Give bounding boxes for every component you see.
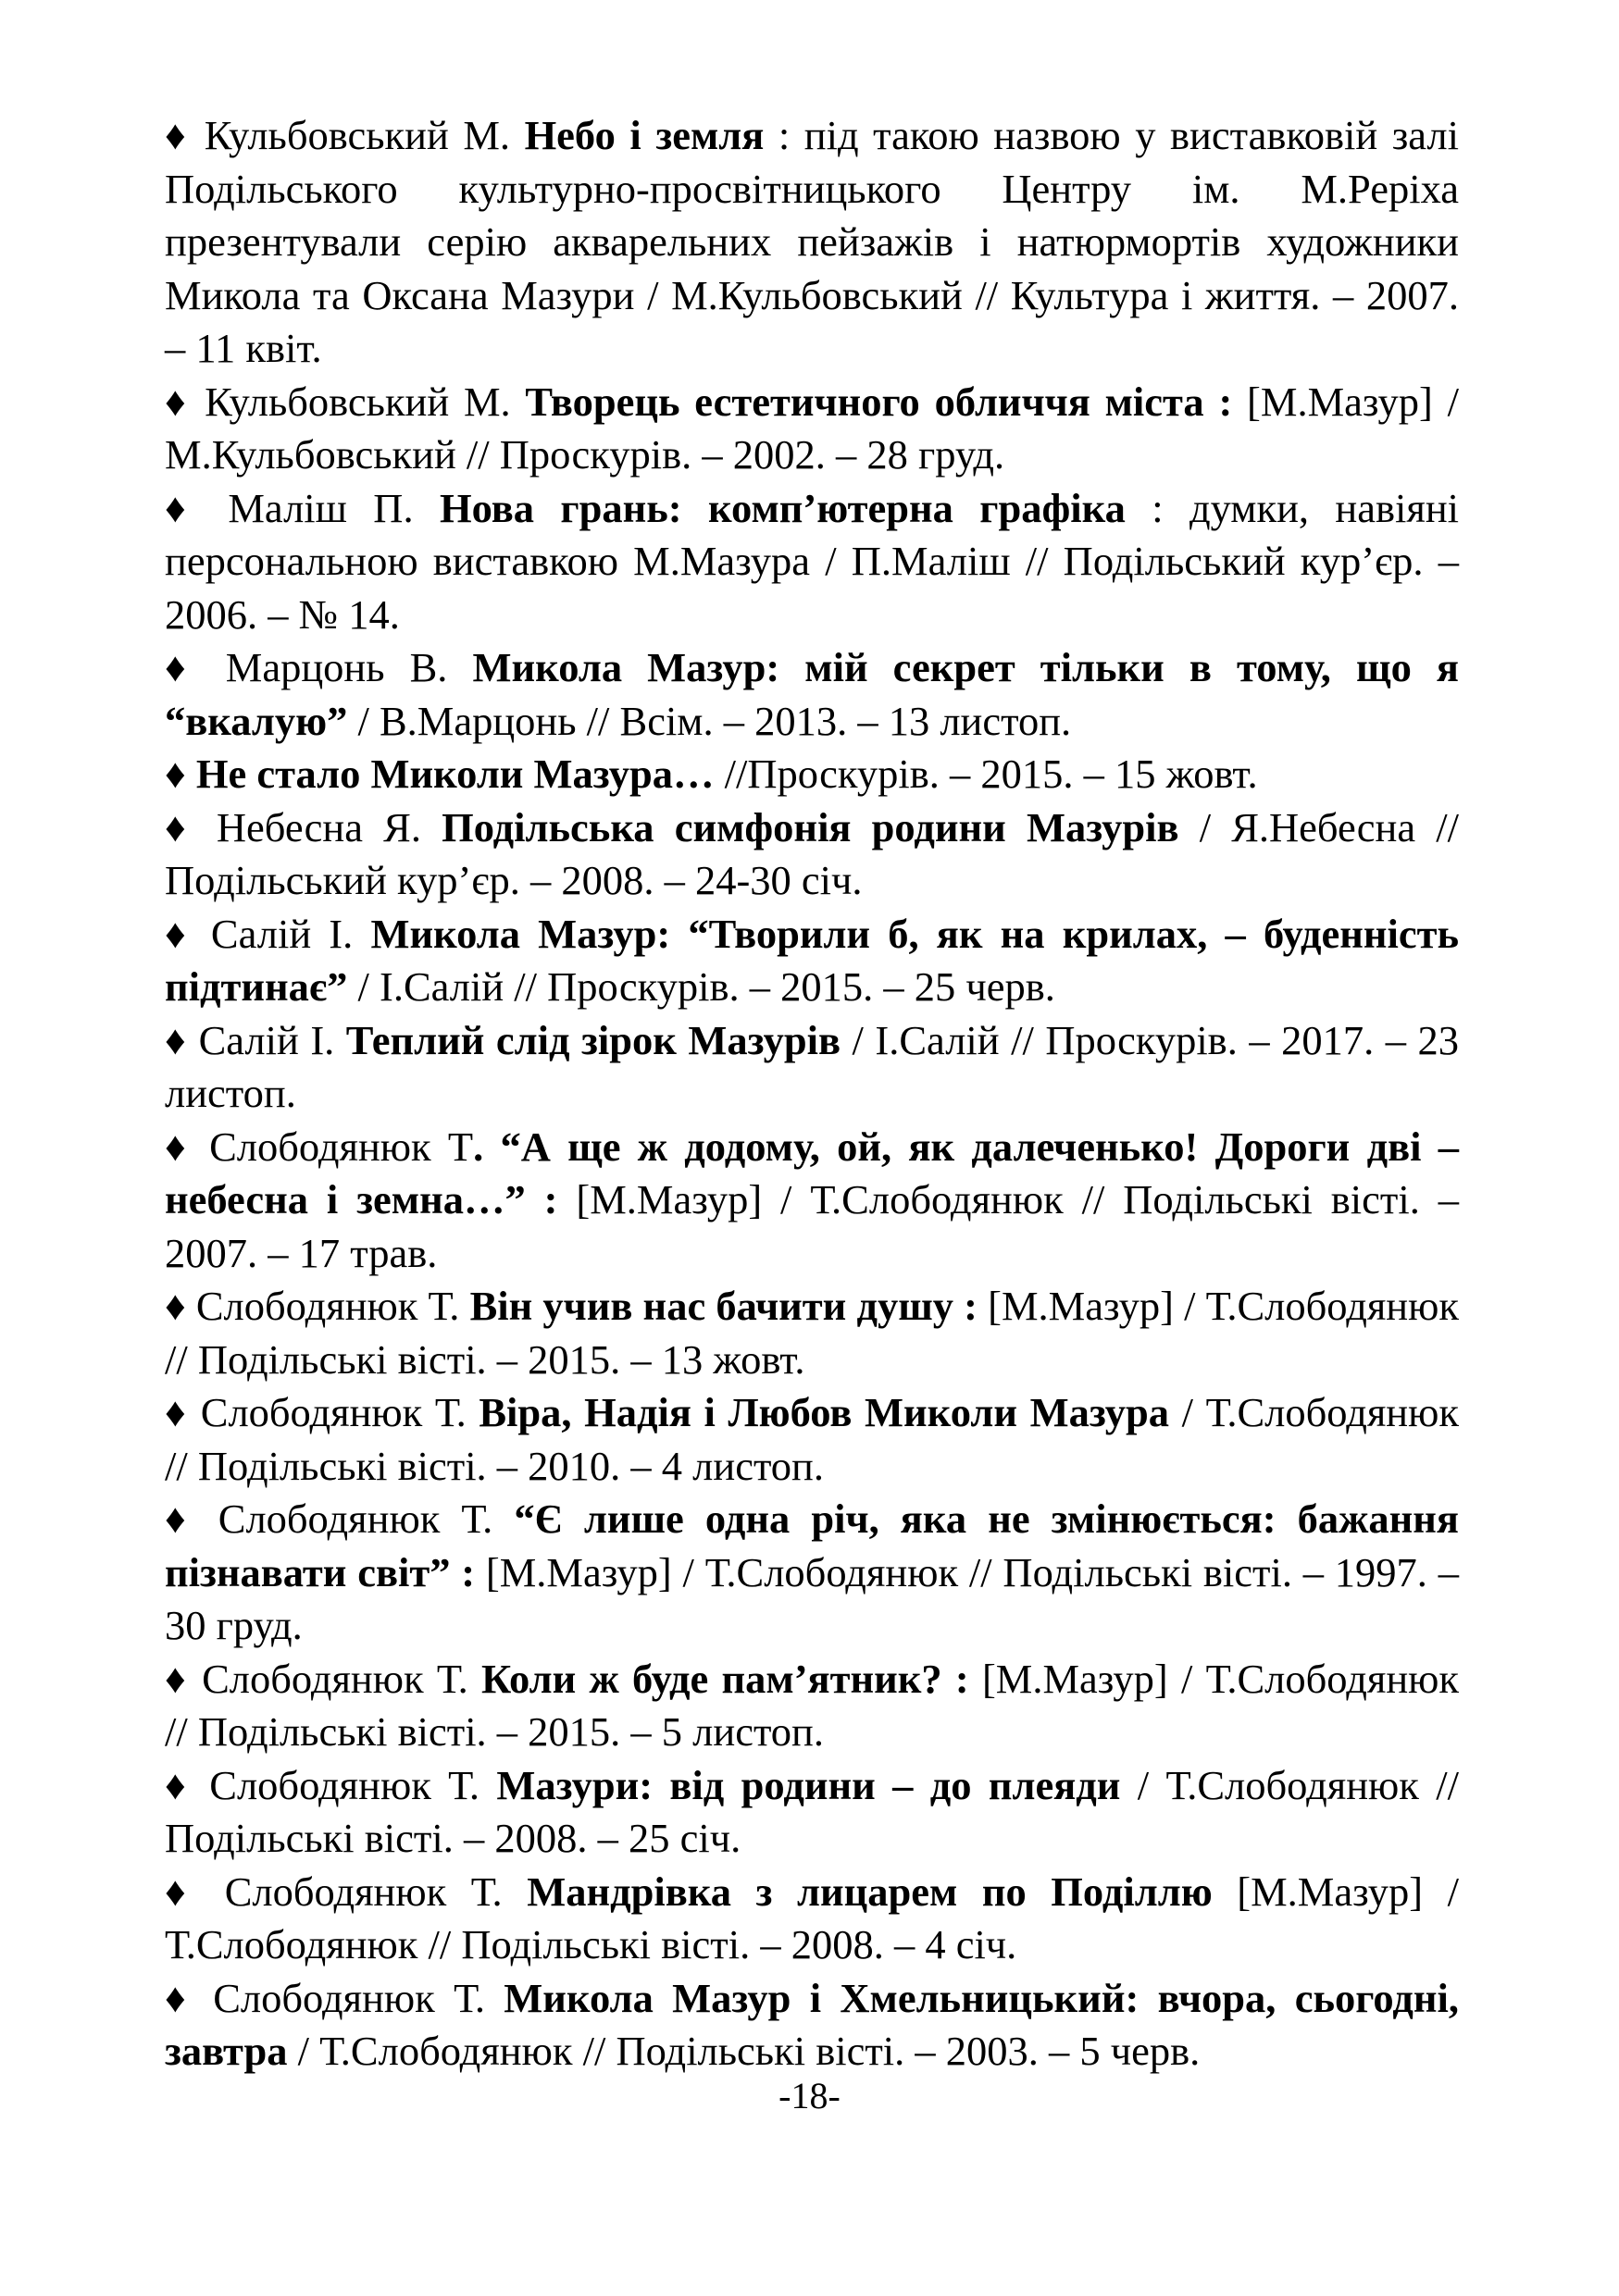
bibliography-entry [165, 376, 1459, 482]
entry-details: / В.Марцонь // Всім. – 2013. – 13 листоп. [347, 697, 1072, 744]
bibliography-entry [165, 1653, 1459, 1759]
entry-title: Творець естетичного обличчя міста : [525, 378, 1233, 425]
entry-title: Нова грань: комп’ютерна графіка [439, 484, 1126, 531]
entry-details: //Проскурів. – 2015. – 15 жовт. [714, 751, 1258, 797]
entry-author: ♦ Маліш П. [165, 484, 440, 531]
entry-author: ♦ Салій І. [165, 1016, 346, 1063]
entry-details: / І.Салій // Проскурів. – 2015. – 25 черв. [347, 963, 1055, 1010]
entry-author: ♦ Слободянюк Т. [165, 1283, 470, 1329]
entry-author: ♦ Слободянюк Т. [165, 1761, 497, 1808]
bibliography-entry [165, 1493, 1459, 1653]
entry-author: ♦ Слободянюк Т [165, 1123, 474, 1170]
entry-details: [М.Мазур] / Т.Слободянюк // Подільські вісті. – 2015. – 5 листоп. [165, 1655, 1459, 1755]
entry-author: ♦ Слободянюк Т. [165, 1496, 515, 1542]
bibliography-entry [165, 1972, 1459, 2079]
entry-author: ♦ Слободянюк Т. [165, 1868, 528, 1915]
bibliography-entry [165, 482, 1459, 642]
entry-title: Не стало Миколи Мазура… [195, 751, 715, 797]
entry-details: / Т.Слободянюк // Подільські вісті. – 2010. – 4 листоп. [165, 1389, 1459, 1489]
page-number: -18- [778, 2075, 841, 2116]
bibliography-entry [165, 1386, 1459, 1493]
entry-title: Коли ж буде пам’ятник? : [480, 1655, 969, 1702]
entry-title: Небо і земля [524, 112, 765, 158]
entry-title: Микола Мазур: мій секрет тільки в тому, що я “вкалую” [165, 644, 1459, 744]
entry-title: Теплий слід зірок Мазурів [345, 1016, 841, 1063]
entry-details: [М.Мазур] / Т.Слободянюк // Подільські вісті. – 1997. – 30 груд. [165, 1548, 1459, 1648]
entry-title: Віра, Надія і Любов Миколи Мазура [479, 1389, 1170, 1435]
entry-title: . “А ще ж додому, ой, як далеченько! Дороги дві – небесна і земна…” : [165, 1123, 1459, 1222]
bibliography-entry [165, 748, 1459, 801]
entry-title: Микола Мазур і Хмельницький: вчора, сьогодні, завтра [165, 1974, 1459, 2074]
entry-author: ♦ Слободянюк Т. [165, 1389, 479, 1435]
entry-title: Подільська симфонія родини Мазурів [442, 803, 1179, 850]
entry-author: ♦ Слободянюк Т. [165, 1655, 481, 1702]
bibliography-entry [165, 1866, 1459, 1972]
bibliography-entry [165, 1014, 1459, 1121]
entry-details: / І.Салій // Проскурів. – 2017. – 23 листоп. [165, 1016, 1459, 1116]
entry-details: : думки, навіяні персональною виставкою М.Мазура / П.Маліш // Подільський кур’єр. – 2006. – № 14. [165, 484, 1460, 638]
entry-details: / Я.Небесна // Подільський кур’єр. – 2008. – 24-30 січ. [165, 803, 1459, 903]
bibliography-entry [165, 641, 1459, 748]
bibliography-entry [165, 109, 1459, 376]
entry-details: [М.Мазур] / Т.Слободянюк // Подільські вісті. – 2008. – 4 січ. [165, 1868, 1459, 1967]
bibliography-entry [165, 908, 1459, 1014]
entry-title: Мандрівка з лицарем по Поділлю [527, 1868, 1213, 1915]
entry-author: ♦ Кульбовський М. [165, 112, 525, 158]
entry-author: ♦ Небесна Я. [165, 803, 442, 850]
entry-details: / Т.Слободянюк // Подільські вісті. – 2008. – 25 січ. [165, 1761, 1459, 1861]
entry-details: : під такою назвою у виставковій залі Подільського культурно-просвітницького Центру ім. М.Реріха презентували серію акварельних пейзажів і натюрмортів художники Микола та Оксана Мазури / М.Кульбовський // Культура і життя. – 2007. – 11 квіт. [165, 112, 1459, 371]
bibliography-entry [165, 1759, 1459, 1866]
entry-details: [М.Мазур] / М.Кульбовський // Проскурів. – 2002. – 28 груд. [165, 378, 1459, 478]
entry-title: Микола Мазур: “Творили б, як на крилах, – буденність підтинає” [165, 910, 1459, 1010]
entry-author: ♦ Слободянюк Т. [165, 1974, 504, 2021]
bibliography-entry [165, 1280, 1459, 1386]
entry-details: [М.Мазур] / Т.Слободянюк // Подільські вісті. – 2015. – 13 жовт. [165, 1283, 1459, 1383]
bibliography-entry [165, 801, 1459, 908]
entry-author: ♦ [165, 751, 196, 797]
entry-title: “Є лише одна річ, яка не змінюється: бажання пізнавати світ” : [165, 1496, 1459, 1595]
entry-title: Мазури: від родини – до плеяди [496, 1761, 1121, 1808]
bibliography-list [165, 109, 1459, 2079]
entry-title: Він учив нас бачити душу : [469, 1283, 978, 1329]
entry-details: / Т.Слободянюк // Подільські вісті. – 2003. – 5 черв. [287, 2028, 1201, 2074]
bibliography-entry [165, 1121, 1459, 1281]
entry-details: [М.Мазур] / Т.Слободянюк // Подільські вісті. – 2007. – 17 трав. [165, 1176, 1459, 1276]
entry-author: ♦ Кульбовський М. [165, 378, 526, 425]
entry-author: ♦ Салій І. [165, 910, 371, 957]
entry-author: ♦ Марцонь В. [165, 644, 473, 690]
